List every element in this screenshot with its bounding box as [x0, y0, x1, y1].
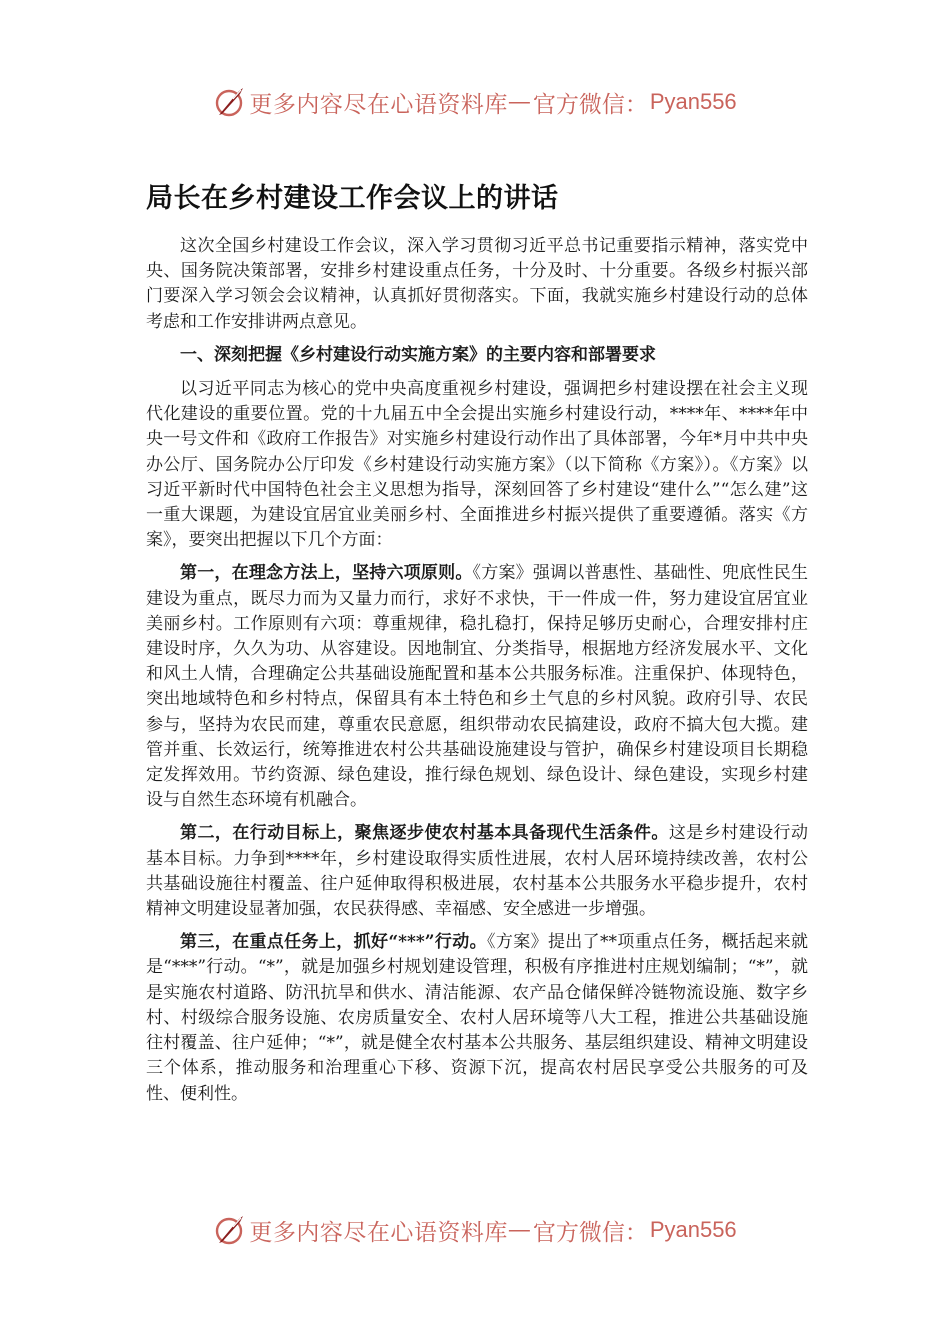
point-paragraph-2 — [146, 821, 808, 922]
footer-banner — [0, 1208, 950, 1252]
point-lead-2: 第二，在行动目标上，聚焦逐步使农村基本具备现代生活条件。 — [180, 823, 669, 844]
banner-text: 更多内容尽在心语资料库 — [249, 91, 508, 118]
point-paragraph-3 — [146, 930, 808, 1106]
quill-logo-icon — [213, 85, 247, 119]
point-lead-1: 第一，在理念方法上，坚持六项原则。 — [180, 563, 473, 584]
document-title: 局长在乡村建设工作会议上的讲话 — [146, 183, 559, 214]
banner-wechat-label: 官方微信： — [532, 1219, 648, 1246]
banner-wechat-id: Pyan556 — [649, 1217, 737, 1242]
section-paragraph: 以习近平同志为核心的党中央高度重视乡村建设，强调把乡村建设摆在社会主义现代化建设的重要位置。党的十九届五中全会提出实施乡村建设行动，****年、****年中央一号文件和《政府工作报告》对实施乡村建设行动作出了具体部署，今年*月中共中央办公厅、国务院办公厅印发《乡村建设行动实施方案》（以下简称《方案》）。《方案》以习近平新时代中国特色社会主义思想为指导，深刻回答了乡村建设“建什么”“怎么建”这一重大课题，为建设宜居宜业美丽乡村、全面推进乡村振兴提供了重要遵循。落实《方案》，要突出把握以下几个方面： — [146, 379, 808, 551]
point-body-1: 《方案》强调以普惠性、基础性、兜底性民生建设为重点，既尽力而为又量力而行，求好不求快，干一件成一件，努力建设宜居宜业美丽乡村。工作原则有六项：尊重规律，稳扎稳打，保持足够历史耐心，合理安排村庄建设时序，久久为功、从容建设。因地制宜、分类指导，根据地方经济发展水平、文化和风土人情，合理确定公共基础设施配置和基本公共服务标准。注重保护、体现特色，突出地域特色和乡村特点，保留具有本土特色和乡土气息的乡村风貌。政府引导、农民参与，坚持为农民而建，尊重农民意愿，组织带动农民搞建设，政府不搞大包大揽。建管并重、长效运行，统筹推进农村公共基础设施建设与管护，确保乡村建设项目长期稳定发挥效用。节约资源、绿色建设，推行绿色规划、绿色设计、绿色建设，实现乡村建设与自然生态环境有机融合。 — [146, 563, 809, 811]
banner-wechat-id: Pyan556 — [649, 89, 737, 114]
banner-wechat-label: 官方微信： — [532, 91, 648, 118]
quill-logo-icon — [213, 1213, 247, 1247]
intro-paragraph: 这次全国乡村建设工作会议，深入学习贯彻习近平总书记重要指示精神，落实党中央、国务院决策部署，安排乡村建设重点任务，十分及时、十分重要。各级乡村振兴部门要深入学习领会会议精神，认真抓好贯彻落实。下面，我就实施乡村建设行动的总体考虑和工作安排讲两点意见。 — [146, 236, 808, 332]
point-paragraph-1 — [146, 561, 808, 813]
banner-text: 更多内容尽在心语资料库 — [249, 1219, 508, 1246]
header-banner — [0, 80, 950, 124]
point-lead-3: 第三，在重点任务上，抓好“***”行动。 — [180, 932, 487, 953]
banner-separator: — — [507, 89, 531, 115]
point-body-3: 《方案》提出了**项重点任务，概括起来就是“***”行动。“*”，就是加强乡村规划建设管理，积极有序推进村庄规划编制；“*”，就是实施农村道路、防汛抗旱和供水、清洁能源、农产品仓储保鲜冷链物流设施、数字乡村、村级综合服务设施、农房质量安全、农村人居环境等八大工程，推进公共基础设施往村覆盖、往户延伸；“*”，就是健全农村基本公共服务、基层组织建设、精神文明建设三个体系，推动服务和治理重心下移、资源下沉，提高农村居民享受公共服务的可及性、便利性。 — [146, 932, 808, 1104]
section-heading: 一、深刻把握《乡村建设行动实施方案》的主要内容和部署要求 — [180, 344, 656, 365]
point-body-2: 这是乡村建设行动基本目标。力争到****年，乡村建设取得实质性进展，农村人居环境持续改善，农村公共基础设施往村覆盖、往户延伸取得积极进展，农村基本公共服务水平稳步提升，农村精神文明建设显著加强，农民获得感、幸福感、安全感进一步增强。 — [146, 823, 809, 920]
document-body — [146, 234, 808, 1107]
banner-separator: — — [507, 1217, 531, 1243]
